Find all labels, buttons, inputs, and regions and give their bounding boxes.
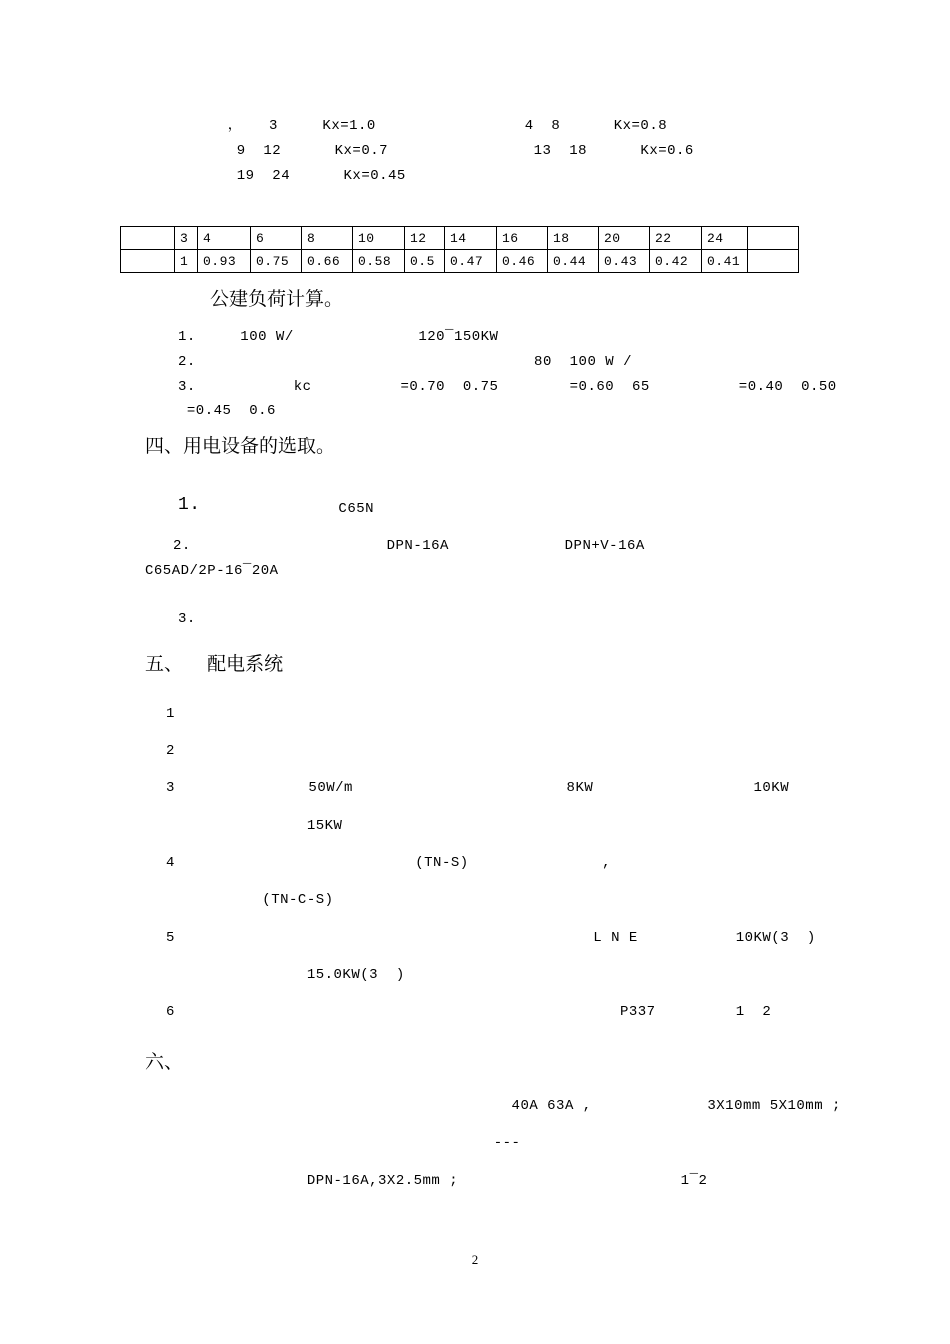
- table-cell: 1: [175, 250, 198, 273]
- section-6-heading-sub: [210, 1055, 263, 1073]
- table-cell: 4: [198, 227, 251, 250]
- table-cell: 0.75: [251, 250, 302, 273]
- kx-line-1a: ， 3 Kx=1.0: [210, 118, 376, 134]
- section-4-item-2-line-2: C65AD/2P-16¯20A: [145, 563, 288, 579]
- section-5-line-7: 5 L N E 10KW(3 ): [166, 930, 825, 946]
- table-row-label: [121, 250, 175, 273]
- table-cell: [748, 250, 799, 273]
- section-3-line-2: 2. 80 100 W /: [178, 354, 686, 370]
- table-cell: 0.44: [548, 250, 599, 273]
- section-5-line-4: 15KW: [200, 818, 414, 834]
- section-3-line-4: =0.45 0.6: [178, 403, 285, 419]
- section-4-item-3: 3.: [178, 611, 401, 627]
- table-cell: 0.5: [405, 250, 445, 273]
- table-row-label: [121, 227, 175, 250]
- section-5-line-1: 1: [166, 706, 389, 722]
- table-cell: 0.42: [650, 250, 702, 273]
- table-cell: 3: [175, 227, 198, 250]
- table-row-counts: [121, 227, 799, 250]
- table-cell: 8: [302, 227, 353, 250]
- section-3-heading: 公建负荷计算。: [210, 288, 344, 310]
- table-cell: 0.58: [353, 250, 405, 273]
- section-5-line-6: (TN-C-S): [200, 892, 334, 908]
- kx-line-2b: 13 18 Kx=0.6: [498, 143, 694, 159]
- section-4-item-2-line-1: 2. DPN-16A DPN+V-16A: [173, 538, 797, 554]
- kx-coefficient-table: [120, 226, 799, 273]
- table-row-coefficients: [121, 250, 799, 273]
- section-6-bullet-2: [166, 1172, 175, 1190]
- table-cell: 16: [497, 227, 548, 250]
- kx-line-1b: 4 8 Kx=0.8: [498, 118, 668, 134]
- table-cell: 0.66: [302, 250, 353, 273]
- section-5-line-9: 6 P337 1 2: [166, 1004, 781, 1020]
- section-5-line-5: 4 (TN-S) ,: [166, 855, 781, 871]
- table-cell: 20: [599, 227, 650, 250]
- table-cell: 10: [353, 227, 405, 250]
- section-4-heading: 四、用电设备的选取。: [145, 435, 336, 457]
- table-cell: 24: [702, 227, 748, 250]
- section-6-line-1: 40A 63A , 3X10mm 5X10mm ;: [200, 1098, 841, 1114]
- page-number: 2: [471, 1252, 479, 1267]
- section-3-line-1: 1. 100 W/ 120¯150KW: [178, 329, 757, 345]
- section-5-heading: 五、 配电系统: [145, 653, 284, 675]
- table-cell: 0.41: [702, 250, 748, 273]
- table-cell: 0.93: [198, 250, 251, 273]
- section-6-line-3: DPN-16A,3X2.5mm ; 1¯2: [200, 1173, 743, 1189]
- section-5-line-8: 15.0KW(3 ): [200, 967, 414, 983]
- table-cell: 12: [405, 227, 445, 250]
- section-4-item-1: C65N: [196, 501, 392, 517]
- table-cell: 0.46: [497, 250, 548, 273]
- table-cell: 0.47: [445, 250, 497, 273]
- table-cell: 0.43: [599, 250, 650, 273]
- section-5-line-2: 2: [166, 743, 656, 759]
- kx-line-3a: 19 24 Kx=0.45: [210, 168, 406, 184]
- table-cell: 14: [445, 227, 497, 250]
- section-5-line-3: 3 50W/m 8KW 10KW: [166, 780, 807, 796]
- table-cell: 18: [548, 227, 599, 250]
- table-cell: 22: [650, 227, 702, 250]
- kx-line-2a: 9 12 Kx=0.7: [210, 143, 389, 159]
- section-6-bullet-1: [166, 1097, 175, 1115]
- table-cell: [748, 227, 799, 250]
- section-4-item-1-number: 1.: [178, 495, 201, 515]
- section-6-line-2: ---: [200, 1135, 681, 1151]
- table-cell: 6: [251, 227, 302, 250]
- section-6-heading: 六、: [145, 1051, 184, 1073]
- section-3-line-3: 3. kc =0.70 0.75 =0.60 65 =0.40 0.50: [178, 379, 855, 395]
